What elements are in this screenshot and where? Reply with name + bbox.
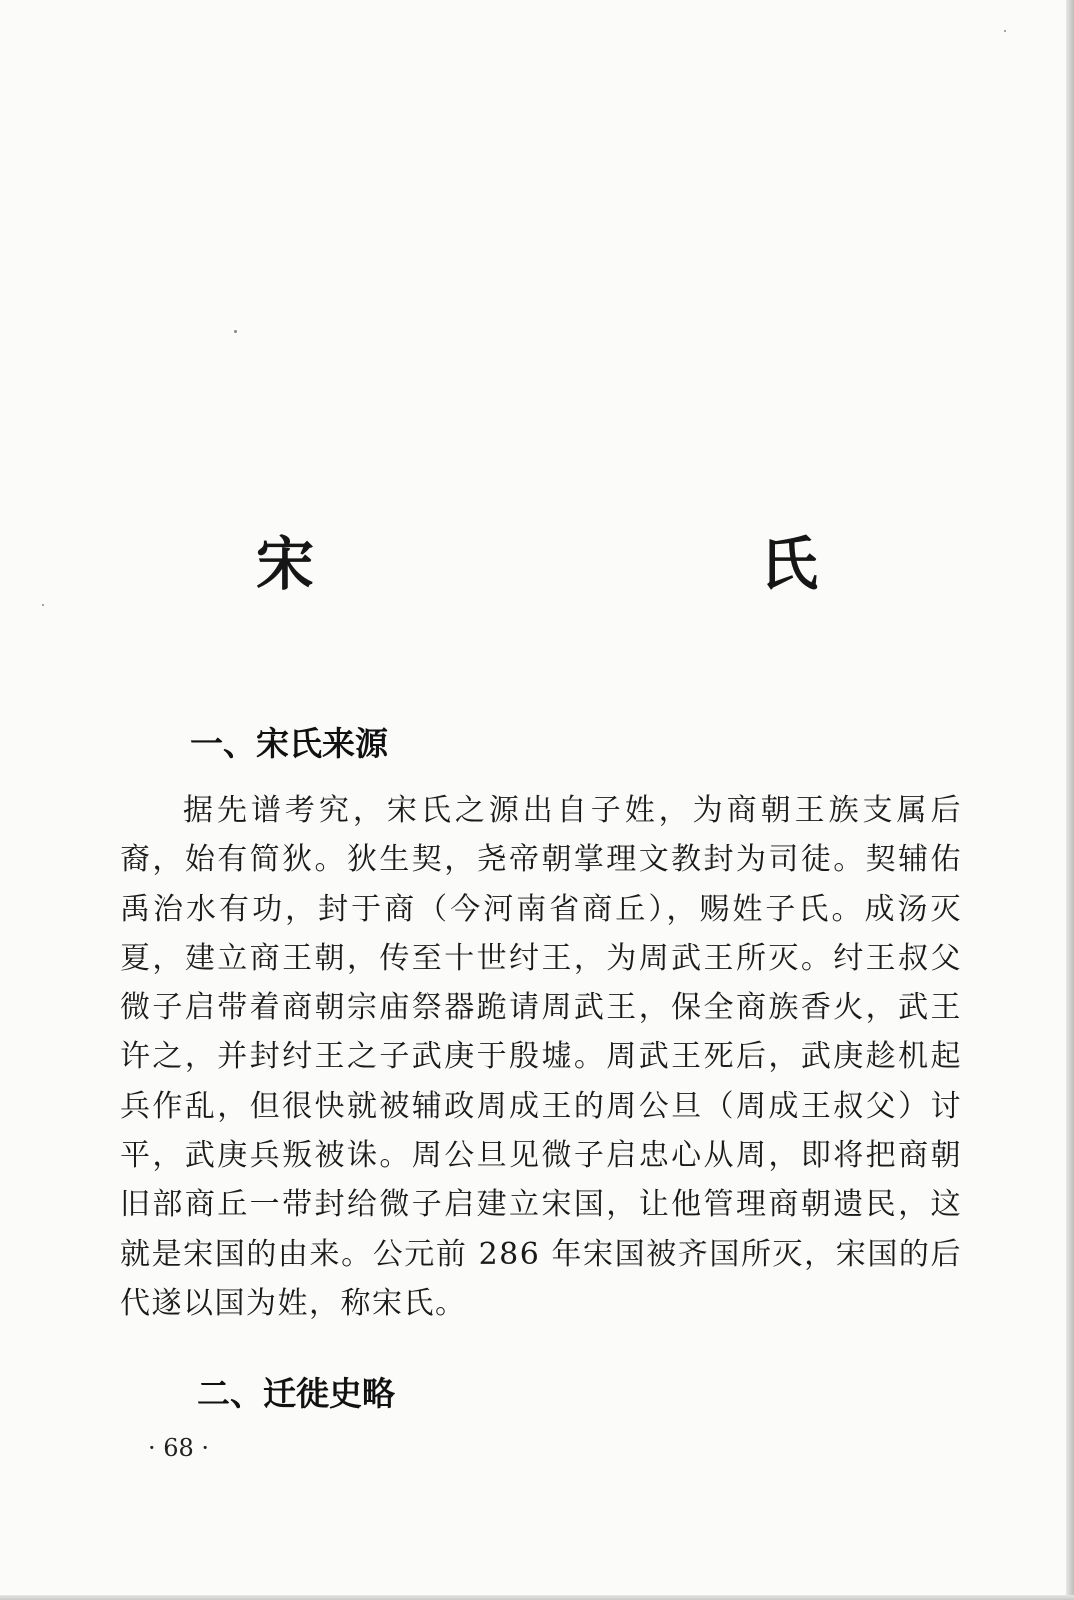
scan-speck bbox=[42, 604, 44, 606]
section-heading-origin: 一、宋氏来源 bbox=[190, 724, 388, 763]
scan-speck bbox=[234, 330, 237, 333]
scan-edge-right bbox=[1066, 0, 1074, 1600]
page-title: 宋 氏 bbox=[255, 530, 928, 598]
scan-edge-bottom bbox=[0, 1595, 1074, 1600]
section-heading-migration: 二、迁徙史略 bbox=[197, 1374, 395, 1413]
page-number: · 68 · bbox=[148, 1434, 210, 1462]
section-paragraph-origin: 据先谱考究，宋氏之源出自子姓，为商朝王族支属后裔，始有简狄。狄生契，尧帝朝掌理文教封为司徒。契辅佑禹治水有功，封于商（今河南省商丘），赐姓子氏。成汤灭夏，建立商王朝，传至十世纣王，为周武王所灭。纣王叔父微子启带着商朝宗庙祭器跪请周武王，保全商族香火，武王许之，并封纣王之子武庚于殷墟。周武王死后，武庚趁机起兵作乱，但很快就被辅政周成王的周公旦（周成王叔父）讨平，武庚兵叛被诛。周公旦见微子启忠心从周，即将把商朝旧部商丘一带封给微子启建立宋国，让他管理商朝遗民，这就是宋国的由来。公元前 286 年宋国被齐国所灭，宋国的后代遂以国为姓，称宋氏。 bbox=[120, 793, 962, 1321]
scan-speck bbox=[1004, 30, 1006, 32]
